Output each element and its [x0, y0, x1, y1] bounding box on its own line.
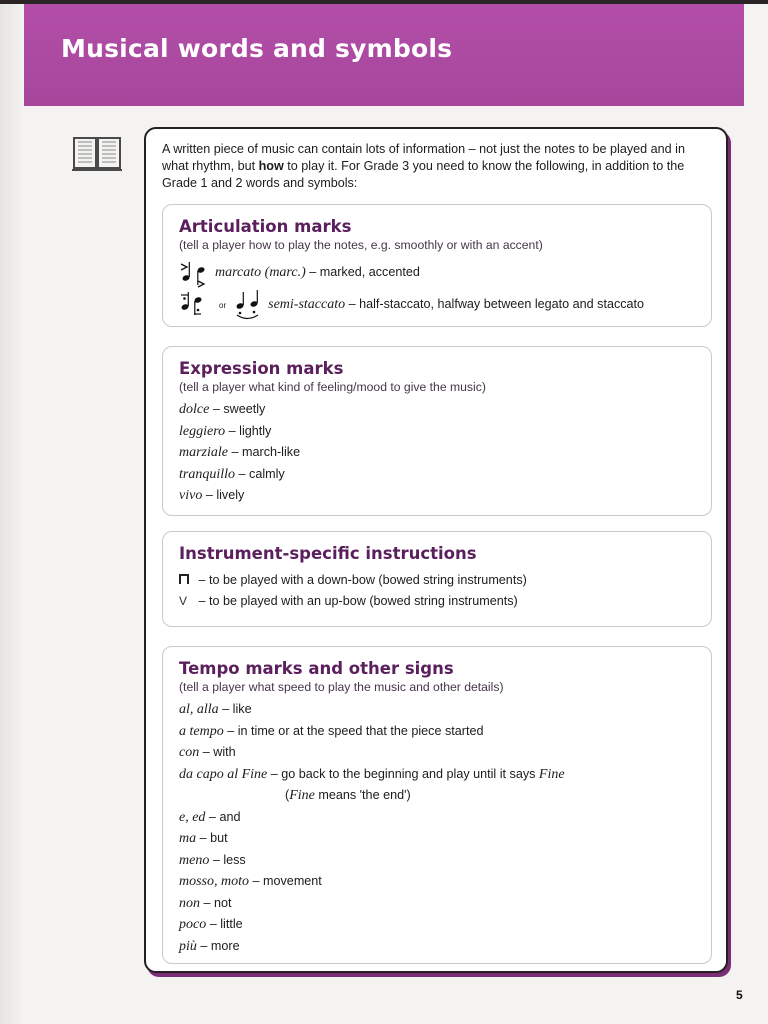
list-item: – to be played with a down-bow (bowed string instruments): [179, 570, 695, 591]
articulation-section: [162, 204, 712, 327]
tempo-heading: Tempo marks and other signs: [179, 659, 454, 678]
marcato-abbr: (marc.): [264, 265, 306, 281]
list-item: tranquillo – calmly: [179, 466, 285, 482]
expression-subtitle: (tell a player what kind of feeling/mood to give the music): [179, 380, 486, 394]
page-edge: [0, 0, 24, 1024]
list-item: al, alla – like: [179, 702, 252, 717]
list-item: dolce – sweetly: [179, 402, 266, 417]
list-item: e, ed – and: [179, 809, 241, 825]
tempo-section: [162, 646, 712, 964]
list-item: più – more: [179, 938, 240, 954]
articulation-heading: Articulation marks: [179, 217, 352, 236]
marcato-term: marcato: [215, 265, 262, 281]
up-bow-icon: V: [179, 593, 188, 608]
marcato-row: [179, 257, 695, 289]
list-item: vivo – lively: [179, 488, 245, 503]
expression-section: [162, 346, 712, 516]
title-banner: [24, 4, 744, 106]
instrument-section: [162, 531, 712, 627]
slurred-staccato-notes-icon: [234, 289, 262, 321]
semi-staccato-definition: – half-staccato, halfway between legato and staccato: [345, 297, 645, 312]
or-label: or: [219, 300, 227, 310]
page-title: Musical words and symbols: [61, 34, 453, 63]
fine-note: (Fine means 'the end'): [285, 788, 411, 803]
list-item: meno – less: [179, 852, 246, 868]
list-item: V – to be played with an up-bow (bowed string instruments): [179, 591, 695, 612]
expression-heading: Expression marks: [179, 359, 344, 378]
content-box: [144, 127, 728, 973]
instrument-heading: Instrument-specific instructions: [179, 544, 477, 563]
tenuto-staccato-notes-icon: [179, 289, 205, 321]
semi-staccato-row: [179, 289, 695, 321]
list-item: marziale – march-like: [179, 445, 301, 460]
list-item: con – with: [179, 745, 236, 760]
list-item: poco – little: [179, 917, 243, 932]
list-item: mosso, moto – movement: [179, 874, 322, 889]
down-bow-icon: [179, 570, 195, 591]
marcato-notes-icon: [179, 258, 209, 288]
list-item: non – not: [179, 895, 232, 911]
intro-text: A written piece of music can contain lots of information – not just the notes to be played and in what rhythm, but how to play it. For Grade 3 you need to know the following, in addition to the Grade 1 and 2 words and symbols:: [162, 142, 685, 190]
list-item: leggiero – lightly: [179, 423, 272, 439]
articulation-subtitle: (tell a player how to play the notes, e.g. smoothly or with an accent): [179, 238, 543, 252]
marcato-definition: – marked, accented: [305, 265, 420, 280]
page-number: 5: [736, 988, 743, 1002]
tempo-subtitle: (tell a player what speed to play the music and other details): [179, 680, 504, 694]
list-item: da capo al Fine – go back to the beginning and play until it says Fine: [179, 766, 565, 782]
list-item: a tempo – in time or at the speed that the piece started: [179, 723, 484, 739]
list-item: ma – but: [179, 831, 228, 846]
open-book-icon: [72, 134, 122, 172]
semi-staccato-term: semi-staccato: [268, 297, 346, 313]
